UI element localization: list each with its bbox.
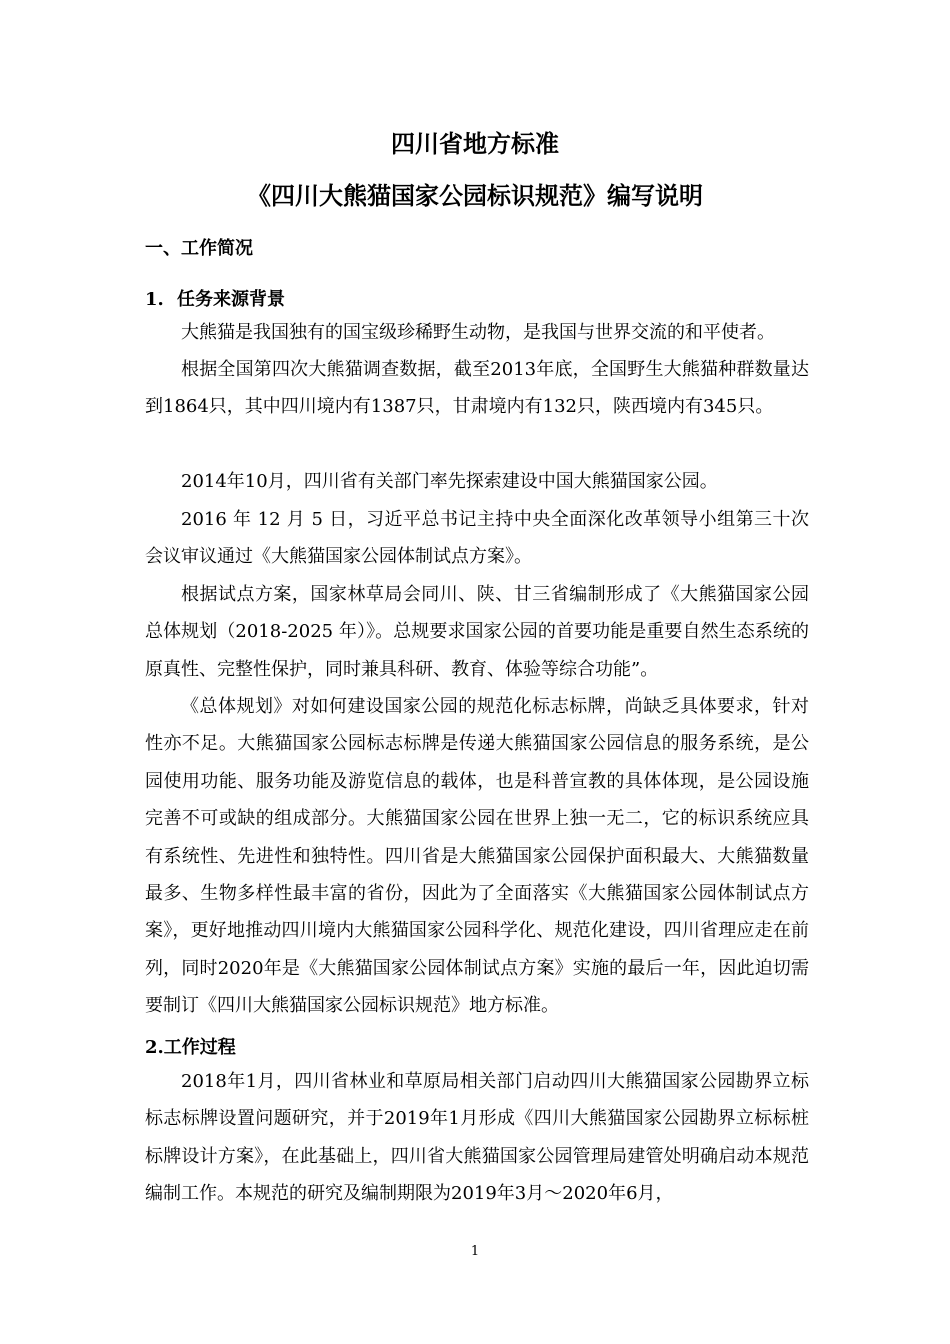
section-heading-work-overview: 一、工作简况 (145, 238, 253, 259)
paragraph-work-process: 2018年1月，四川省林业和草原局相关部门启动四川大熊猫国家公园勘界立标标志标牌设置问题研究，并于2019年1月形成《四川大熊猫国家公园勘界立标标桩标牌设计方案》，在此基础上，四川省大熊猫国家公园管理局建管处明确启动本规范编制工作。本规范的研究及编制期限为2019年3月～2020年6月， (145, 1071, 809, 1205)
paragraph-master-plan: 根据试点方案，国家林草局会同川、陕、甘三省编制形成了《大熊猫国家公园总体规划（2018-2025 年）》。总规要求国家公园的首要功能是重要自然生态系统的原真性、完整性保护，同时兼具科研、教育、体验等综合功能”。 (145, 584, 809, 680)
paragraph-2016-approval: 2016 年 12 月 5 日，习近平总书记主持中央全面深化改革领导小组第三十次会议审议通过《大熊猫国家公园体制试点方案》。 (145, 509, 809, 568)
paragraph-survey-data: 根据全国第四次大熊猫调查数据，截至2013年底，全国野生大熊猫种群数量达到1864只，其中四川境内有1387只，甘肃境内有132只，陕西境内有345只。 (145, 359, 809, 418)
subsection-number: 1. (145, 289, 164, 310)
paragraph-2014-exploration: 2014年10月，四川省有关部门率先探索建设中国大熊猫国家公园。 (181, 471, 718, 492)
paragraph-panda-intro: 大熊猫是我国独有的国宝级珍稀野生动物，是我国与世界交流的和平使者。 (181, 322, 775, 343)
subsection-heading-task-background (145, 285, 285, 311)
document-title: 四川省地方标准 (391, 129, 559, 158)
page-number: 1 (470, 1244, 480, 1259)
subsection-heading-work-process: 2.工作过程 (145, 1037, 236, 1058)
subsection-title: 任务来源背景 (177, 289, 285, 310)
document-subtitle: 《四川大熊猫国家公园标识规范》编写说明 (247, 181, 703, 210)
paragraph-signage-need: 《总体规划》对如何建设国家公园的规范化标志标牌，尚缺乏具体要求，针对性亦不足。大熊猫国家公园标志标牌是传递大熊猫国家公园信息的服务系统，是公园使用功能、服务功能及游览信息的载体，也是科普宣教的具体体现，是公园设施完善不可或缺的组成部分。大熊猫国家公园在世界上独一无二，它的标识系统应具有系统性、先进性和独特性。四川省是大熊猫国家公园保护面积最大、大熊猫数量最多、生物多样性最丰富的省份，因此为了全面落实《大熊猫国家公园体制试点方案》，更好地推动四川境内大熊猫国家公园科学化、规范化建设，四川省理应走在前列，同时2020年是《大熊猫国家公园体制试点方案》实施的最后一年，因此迫切需要制订《四川大熊猫国家公园标识规范》地方标准。 (145, 696, 809, 1017)
